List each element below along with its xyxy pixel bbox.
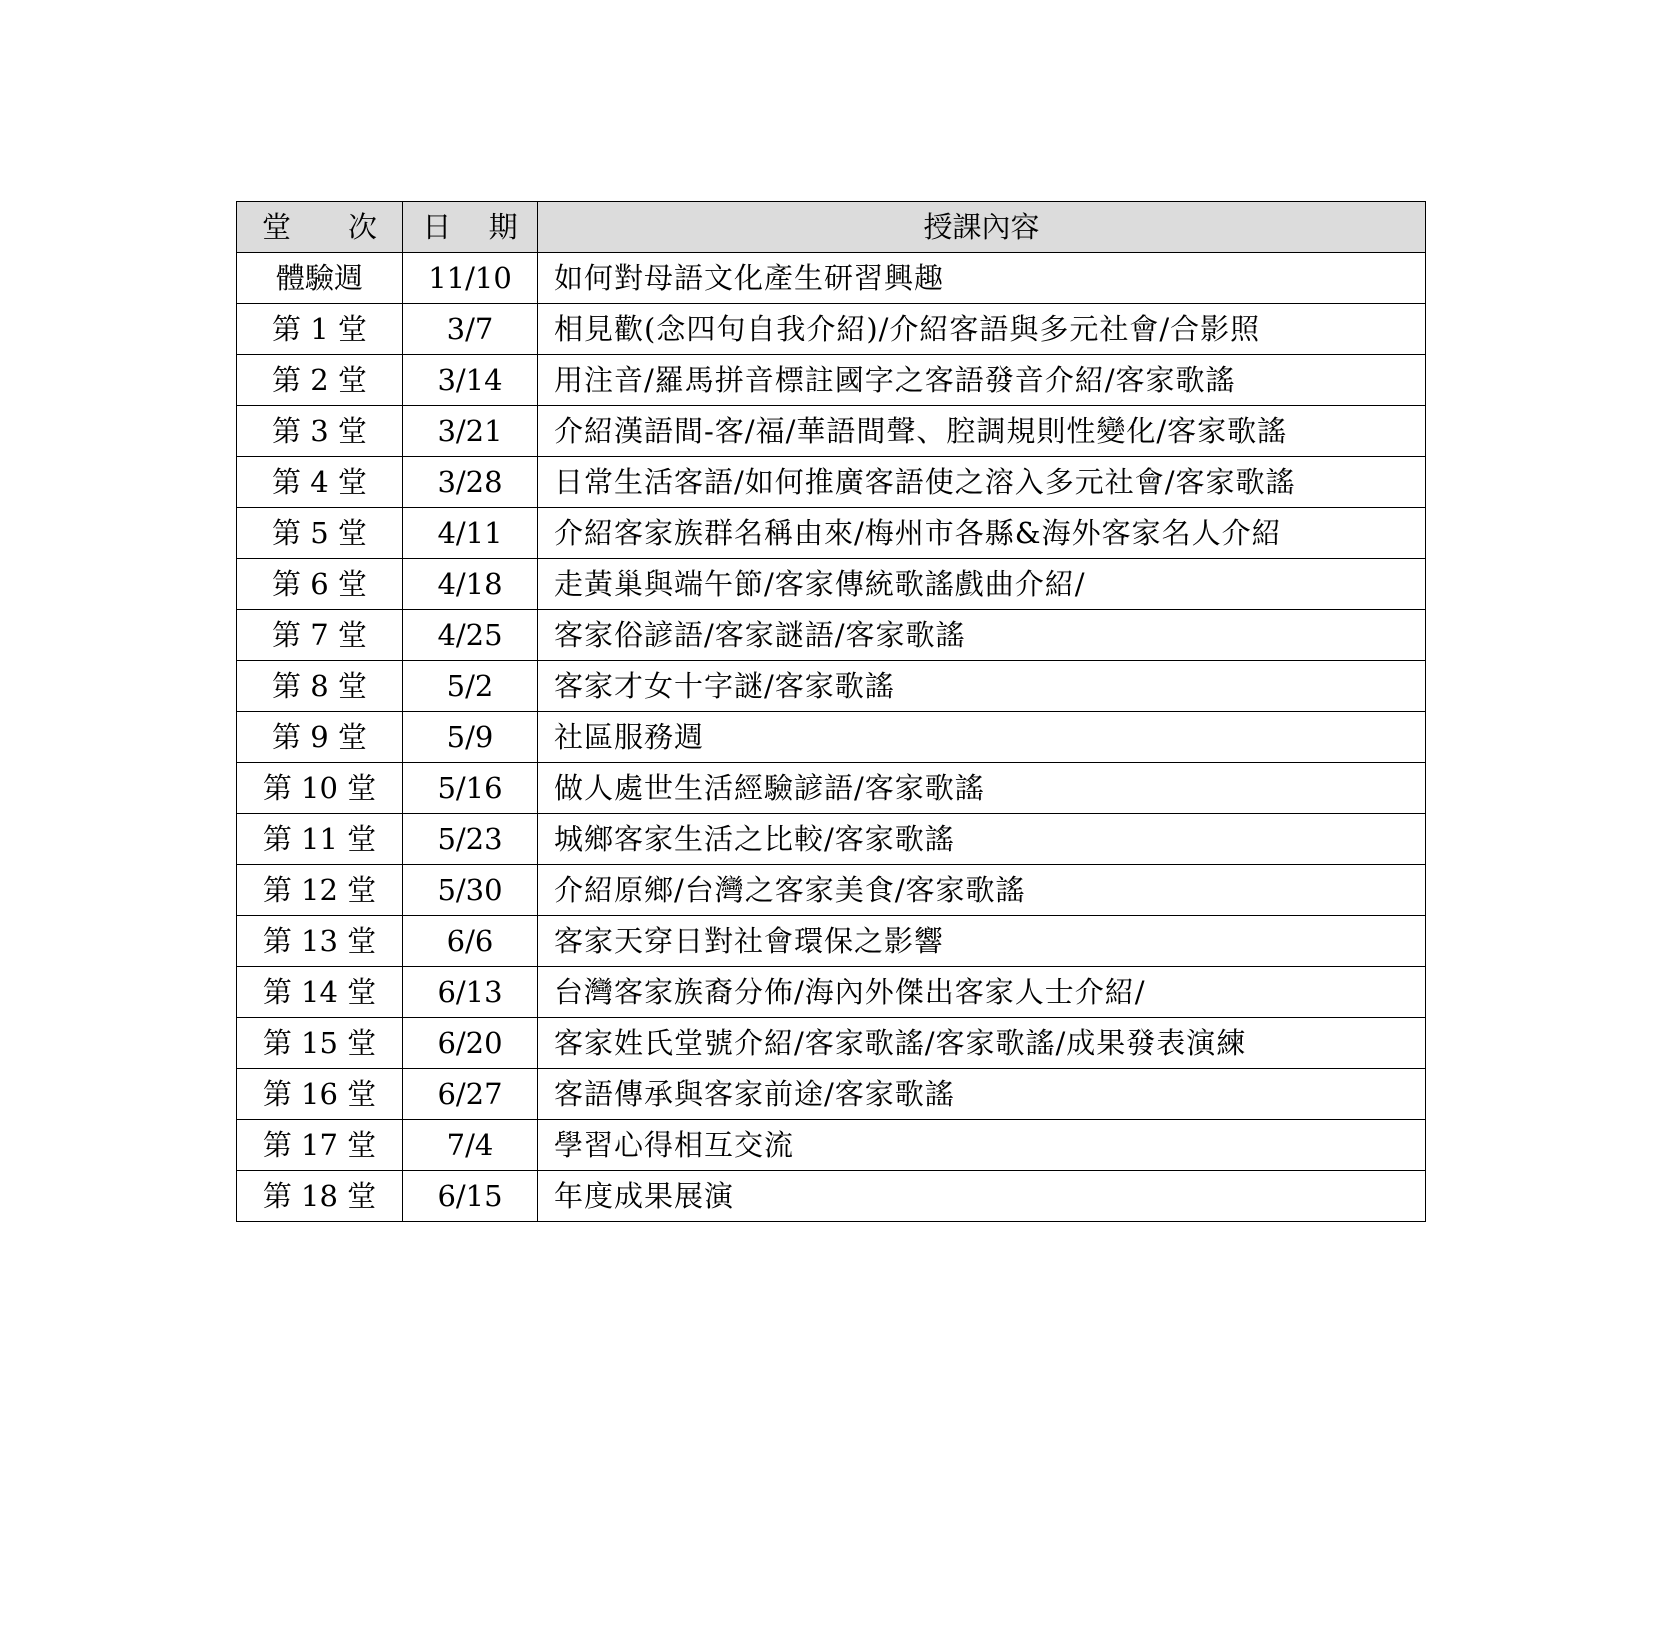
- table-row: [237, 814, 1426, 865]
- table-header-row: [237, 202, 1426, 253]
- session-cell: 第 17 堂: [237, 1120, 403, 1171]
- session-cell: 第 16 堂: [237, 1069, 403, 1120]
- table-row: [237, 1018, 1426, 1069]
- content-cell: 介紹原鄉/台灣之客家美食/客家歌謠: [538, 865, 1426, 916]
- table-row: [237, 1171, 1426, 1222]
- table-row: [237, 610, 1426, 661]
- content-cell: 社區服務週: [538, 712, 1426, 763]
- session-cell: 第 12 堂: [237, 865, 403, 916]
- date-cell: 5/23: [403, 814, 538, 865]
- content-cell: 介紹漢語間-客/福/華語間聲、腔調規則性變化/客家歌謠: [538, 406, 1426, 457]
- date-cell: 6/27: [403, 1069, 538, 1120]
- date-cell: 5/2: [403, 661, 538, 712]
- session-cell: 第 9 堂: [237, 712, 403, 763]
- session-cell: 第 5 堂: [237, 508, 403, 559]
- content-cell: 用注音/羅馬拼音標註國字之客語發音介紹/客家歌謠: [538, 355, 1426, 406]
- header-session: 堂 次: [237, 202, 403, 253]
- content-cell: 如何對母語文化產生研習興趣: [538, 253, 1426, 304]
- date-cell: 6/13: [403, 967, 538, 1018]
- header-date: 日 期: [403, 202, 538, 253]
- session-cell: 第 11 堂: [237, 814, 403, 865]
- session-cell: 第 18 堂: [237, 1171, 403, 1222]
- session-cell: 第 8 堂: [237, 661, 403, 712]
- table-row: [237, 865, 1426, 916]
- session-cell: 第 6 堂: [237, 559, 403, 610]
- content-cell: 年度成果展演: [538, 1171, 1426, 1222]
- date-cell: 3/14: [403, 355, 538, 406]
- content-cell: 日常生活客語/如何推廣客語使之溶入多元社會/客家歌謠: [538, 457, 1426, 508]
- date-cell: 5/30: [403, 865, 538, 916]
- date-cell: 6/15: [403, 1171, 538, 1222]
- content-cell: 客家姓氏堂號介紹/客家歌謠/客家歌謠/成果發表演練: [538, 1018, 1426, 1069]
- session-cell: 第 7 堂: [237, 610, 403, 661]
- content-cell: 客語傳承與客家前途/客家歌謠: [538, 1069, 1426, 1120]
- session-cell: 第 13 堂: [237, 916, 403, 967]
- table-row: [237, 763, 1426, 814]
- table-row: [237, 304, 1426, 355]
- content-cell: 客家天穿日對社會環保之影響: [538, 916, 1426, 967]
- table-body: [237, 253, 1426, 1222]
- content-cell: 客家俗諺語/客家謎語/客家歌謠: [538, 610, 1426, 661]
- table-row: [237, 1120, 1426, 1171]
- date-cell: 4/11: [403, 508, 538, 559]
- date-cell: 4/18: [403, 559, 538, 610]
- session-cell: 第 10 堂: [237, 763, 403, 814]
- session-cell: 第 3 堂: [237, 406, 403, 457]
- date-cell: 5/16: [403, 763, 538, 814]
- table-row: [237, 1069, 1426, 1120]
- date-cell: 6/20: [403, 1018, 538, 1069]
- content-cell: 學習心得相互交流: [538, 1120, 1426, 1171]
- date-cell: 7/4: [403, 1120, 538, 1171]
- session-cell: 體驗週: [237, 253, 403, 304]
- table-row: [237, 508, 1426, 559]
- date-cell: 5/9: [403, 712, 538, 763]
- date-cell: 4/25: [403, 610, 538, 661]
- session-cell: 第 2 堂: [237, 355, 403, 406]
- header-content: 授課內容: [538, 202, 1426, 253]
- date-cell: 3/28: [403, 457, 538, 508]
- session-cell: 第 1 堂: [237, 304, 403, 355]
- table-row: [237, 457, 1426, 508]
- table-row: [237, 916, 1426, 967]
- course-schedule-table: [236, 201, 1426, 1222]
- table-row: [237, 712, 1426, 763]
- content-cell: 台灣客家族裔分佈/海內外傑出客家人士介紹/: [538, 967, 1426, 1018]
- content-cell: 城鄉客家生活之比較/客家歌謠: [538, 814, 1426, 865]
- content-cell: 客家才女十字謎/客家歌謠: [538, 661, 1426, 712]
- content-cell: 相見歡(念四句自我介紹)/介紹客語與多元社會/合影照: [538, 304, 1426, 355]
- table-row: [237, 559, 1426, 610]
- table-row: [237, 967, 1426, 1018]
- content-cell: 做人處世生活經驗諺語/客家歌謠: [538, 763, 1426, 814]
- content-cell: 走黃巢與端午節/客家傳統歌謠戲曲介紹/: [538, 559, 1426, 610]
- content-cell: 介紹客家族群名稱由來/梅州市各縣&海外客家名人介紹: [538, 508, 1426, 559]
- session-cell: 第 15 堂: [237, 1018, 403, 1069]
- table-row: [237, 406, 1426, 457]
- table-row: [237, 253, 1426, 304]
- date-cell: 11/10: [403, 253, 538, 304]
- table-row: [237, 355, 1426, 406]
- date-cell: 3/21: [403, 406, 538, 457]
- date-cell: 6/6: [403, 916, 538, 967]
- date-cell: 3/7: [403, 304, 538, 355]
- session-cell: 第 4 堂: [237, 457, 403, 508]
- table-row: [237, 661, 1426, 712]
- session-cell: 第 14 堂: [237, 967, 403, 1018]
